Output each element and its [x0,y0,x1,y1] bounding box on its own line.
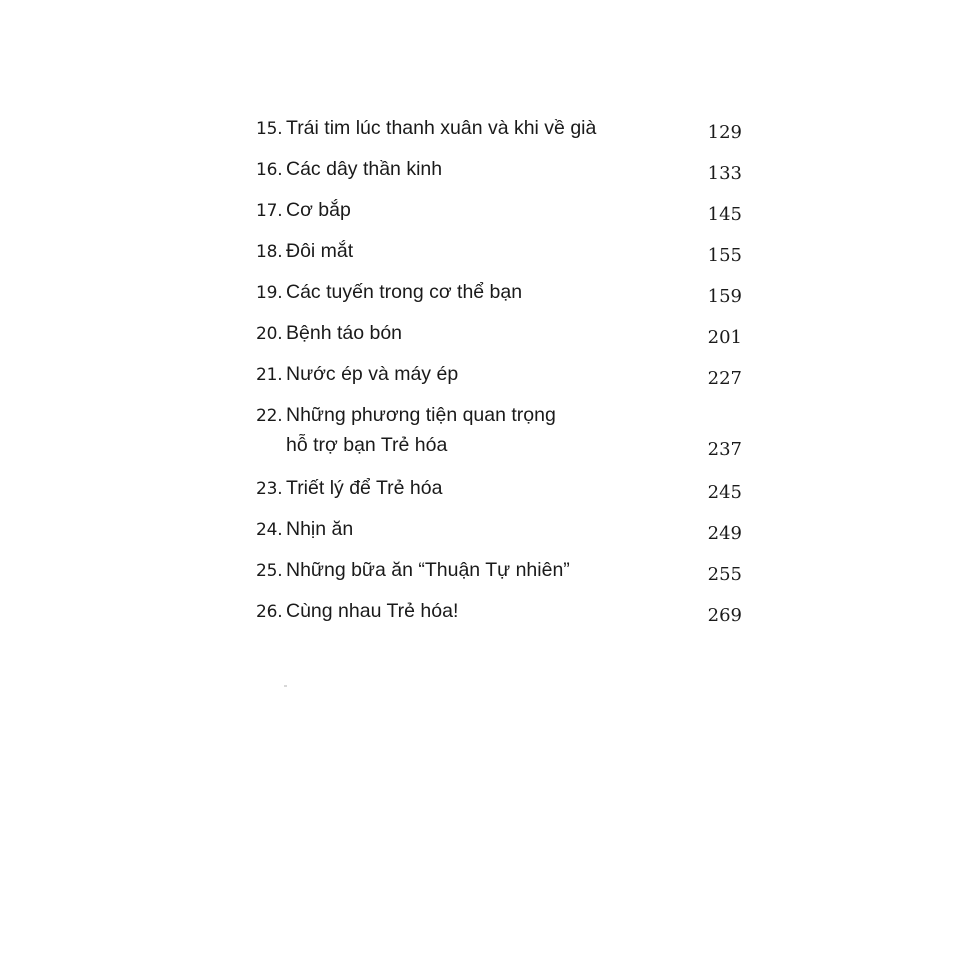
chapter-number: 21. [256,365,283,385]
chapter-number: 17. [256,201,283,221]
page-number: 227 [707,368,742,389]
toc-entry [256,552,746,593]
toc-entry [256,192,746,233]
page-number: 237 [707,439,742,460]
chapter-number: 15. [256,119,283,139]
chapter-number: 16. [256,160,283,180]
page-number: 129 [707,122,742,143]
page-number: 145 [707,204,742,225]
toc-entry [256,397,746,470]
chapter-title: Trái tim lúc thanh xuân và khi về già [286,117,597,139]
page-number: 249 [707,523,742,544]
chapter-number: 20. [256,324,283,344]
page-number: 155 [707,245,742,266]
page-number: 159 [707,286,742,307]
chapter-title: Những bữa ăn “Thuận Tự nhiên” [286,559,570,581]
toc-entry [256,151,746,192]
page-number: 255 [707,564,742,585]
table-of-contents [256,110,746,634]
chapter-number: 23. [256,479,283,499]
chapter-number: 19. [256,283,283,303]
page-number: 245 [707,482,742,503]
page-number: 269 [707,605,742,626]
chapter-number: 22. [256,406,283,426]
chapter-title: Triết lý để Trẻ hóa [286,477,443,499]
chapter-title: Đôi mắt [286,240,354,262]
chapter-number: 24. [256,520,283,540]
chapter-number: 18. [256,242,283,262]
toc-entry [256,470,746,511]
chapter-title: Nhịn ăn [286,518,354,540]
scan-speck [284,685,287,687]
chapter-number: 26. [256,602,283,622]
toc-entry [256,593,746,634]
toc-entry [256,233,746,274]
toc-entry [256,110,746,151]
page-number: 201 [707,327,742,348]
chapter-title-line2: hỗ trợ bạn Trẻ hóa [286,434,448,456]
chapter-title: Các tuyến trong cơ thể bạn [286,281,523,303]
chapter-title: Bệnh táo bón [286,322,403,344]
chapter-title-line1: Những phương tiện quan trọng [286,404,556,426]
chapter-title: Các dây thần kinh [286,158,443,180]
page-number: 133 [707,163,742,184]
toc-entry [256,511,746,552]
toc-entry [256,274,746,315]
chapter-title: Nước ép và máy ép [286,363,459,385]
chapter-title: Cơ bắp [286,199,351,221]
chapter-title [286,400,686,460]
toc-entry [256,315,746,356]
toc-entry [256,356,746,397]
chapter-title: Cùng nhau Trẻ hóa! [286,600,459,622]
chapter-number: 25. [256,561,283,581]
